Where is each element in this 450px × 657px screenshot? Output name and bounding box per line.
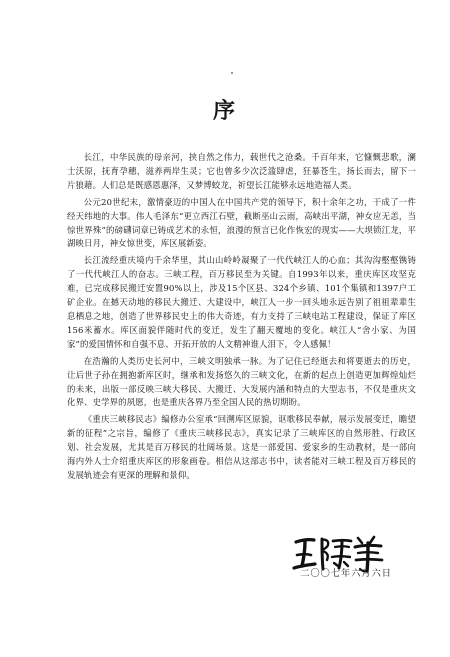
paragraph-3: 长江流经重庆境内千余华里，其山山岭岭凝聚了一代代峡江人的心血；其沟沟壑壑镌铸了一代代峡江人的奋志。三峡工程，百万移民至为关键。自1993年以来，重庆库区攻坚克难，已完成移民搬迁安置90%以上，涉及15个区县、324个乡镇、101个集镇和1397户工矿企业。在撼天动地的移民大搬迁、大建设中，峡江人一步一回头地永远告别了祖祖辈辈生息栖息之地，创造了世界移民史上的伟大奇迹，有力支持了三峡电站工程建设，保证了库区156米蓄水。库区面貌伴随时代的变迁，发生了翻天覆地的变化。峡江人“舍小家、为国家”的爱国情怀和自强不息、开拓开放的人文精神谁人泪下，令人感佩！ xyxy=(67,255,416,349)
paragraph-1: 长江，中华民族的母亲河，挟自然之伟力，载世代之沧桑。千百年来，它慷慨悲歌，澜士沃原，抚育孕穗，滋养两岸生灵；它也曾多少次泛滥肆虐，狂暴苍生，扬长而去，留下一片狼藉。人们总是既感恩惠泽，又梦博蛟龙，祈望长江能够永远地造福人类。 xyxy=(67,152,416,190)
paragraph-5: 《重庆三峡移民志》编修办公室承“回溯库区原貌，讴歌移民奉献，展示发展变迁，瞻望新的征程”之宗旨，编修了《重庆三峡移民志》，真实记录了三峡库区的自然形胜、行政区划、社会发展，尤其是百万移民的壮阔场景。这是一部爱国、爱家乡的生动教材，是一部向海内外人士介绍重庆库区的形象画卷。相信从这部志书中，读者能对三峡工程及百万移民的发展轨迹会有更深的理解和景仰。 xyxy=(67,414,416,480)
signature-date: 二〇〇七年六月六日 xyxy=(300,568,392,579)
page-mark xyxy=(231,72,233,74)
preface-body xyxy=(67,151,416,486)
page-title: 序 xyxy=(212,98,237,124)
paragraph-4: 在浩瀚的人类历史长河中，三峡文明独承一脉。为了记住已经逝去和将要逝去的历史，让后世子孙在拥抱新库区时，继承和发扬悠久的三峡文化，在新的起点上创造更加辉煌灿烂的未来，出版一部反映三峡大移民、大搬迁、大发展内涵和特点的大型志书，不仅是重庆文化界、史学界的夙愿，也是重庆各界乃至全国人民的热切期盼。 xyxy=(67,355,416,408)
paragraph-2: 公元20世纪末，激情豪迈的中国人在中国共产党的领导下，积十余年之功，干成了一件经天纬地的大事。伟人毛泽东“更立西江石壁，截断巫山云雨，高峡出平湖，神女应无恙，当惊世界殊”的磅礴词章已铸成艺术的永恒，浪漫的预言已化作恢宏的现实——大坝锁江龙，平湖映日月，神女惊世变，库区展新姿。 xyxy=(67,196,416,249)
